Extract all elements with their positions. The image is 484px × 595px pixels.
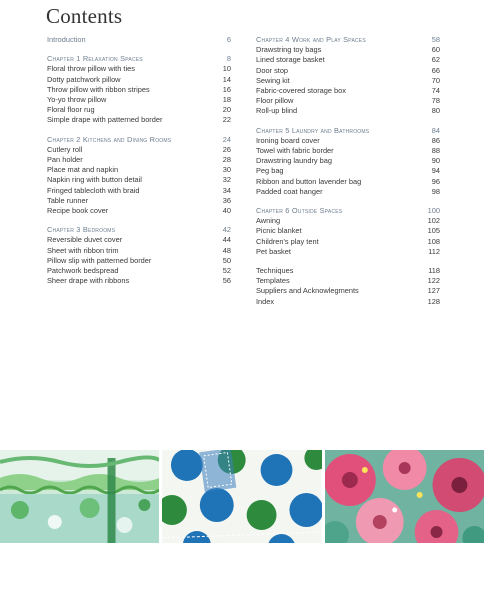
toc-entry [256, 66, 440, 76]
toc-entry-title: Yo-yo throw pillow [47, 95, 107, 105]
toc-entry [256, 286, 440, 296]
toc-entry-title: Recipe book cover [47, 206, 109, 216]
toc-entry-page-number: 18 [222, 95, 231, 105]
toc-section [47, 135, 231, 217]
toc-entry [47, 85, 231, 95]
toc-entry-page-number: 28 [222, 155, 231, 165]
toc-entry-title: Ribbon and button lavender bag [256, 176, 362, 186]
photo-green-floral-fabric [0, 450, 159, 543]
toc-entry-title: Picnic blanket [256, 226, 302, 236]
toc-entry-page-number: 24 [222, 134, 231, 144]
toc-entry-page-number: 70 [431, 75, 440, 85]
toc-section [47, 225, 231, 286]
toc-section [256, 35, 440, 117]
toc-section [256, 266, 440, 307]
toc-entry-page-number: 100 [427, 206, 440, 216]
toc-entry [256, 166, 440, 176]
toc-entry [47, 175, 231, 185]
toc-entry-page-number: 34 [222, 185, 231, 195]
toc-entry [256, 266, 440, 276]
toc-entry-title: Sheet with ribbon trim [47, 245, 119, 255]
toc-entry-title: Floor pillow [256, 96, 294, 106]
toc-entry [47, 75, 231, 85]
toc-entry-title: Awning [256, 216, 281, 226]
toc-entry-title: Towel with fabric border [256, 146, 334, 156]
toc-entry-title: Chapter 1 Relaxation Spaces [47, 54, 143, 64]
photo-floral-yoyos [325, 450, 484, 543]
toc-entry-page-number: 6 [226, 35, 231, 44]
toc-entry [256, 177, 440, 187]
toc-chapter-heading [256, 35, 440, 45]
toc-entry-page-number: 105 [427, 226, 440, 236]
toc-section [47, 35, 231, 45]
toc-entry-title: Chapter 2 Kitchens and Dining Rooms [47, 134, 172, 144]
toc-entry-title: Chapter 3 Bedrooms [47, 225, 116, 235]
toc-entry-page-number: 30 [222, 165, 231, 175]
toc-entry-title: Roll-up blind [256, 106, 298, 116]
toc-entry-page-number: 48 [222, 245, 231, 255]
toc-entry [47, 235, 231, 245]
toc-entry [256, 237, 440, 247]
toc-entry-page-number: 86 [431, 135, 440, 145]
toc-entry-page-number: 118 [428, 266, 440, 276]
toc-entry [47, 165, 231, 175]
toc-chapter-heading [256, 206, 440, 216]
toc-entry [47, 256, 231, 266]
toc-chapter-heading [47, 135, 231, 145]
toc-entry-page-number: 78 [431, 96, 440, 106]
toc-chapter-heading [47, 225, 231, 235]
toc-entry-title: Pan holder [47, 155, 83, 165]
toc-entry-page-number: 8 [226, 54, 231, 64]
toc-entry-title: Index [256, 296, 275, 306]
toc-entry-title: Techniques [256, 266, 294, 276]
toc-entry-page-number: 88 [431, 146, 440, 156]
toc-entry-title: Simple drape with patterned border [47, 115, 163, 125]
toc-entry-page-number: 94 [431, 166, 440, 176]
toc-entry-page-number: 128 [427, 296, 440, 306]
toc-entry-page-number: 90 [431, 156, 440, 166]
toc-entry-title: Fabric-covered storage box [256, 86, 346, 96]
toc-entry [256, 226, 440, 236]
toc-entry-page-number: 40 [222, 206, 231, 216]
toc-entry-page-number: 50 [222, 255, 231, 265]
toc-section [256, 206, 440, 257]
page-title: Contents [46, 4, 123, 28]
toc-entry-page-number: 127 [427, 286, 440, 296]
toc-entry [47, 115, 231, 125]
toc-entry [47, 196, 231, 206]
toc-entry-title: Drawstring laundry bag [256, 156, 332, 166]
toc-entry [47, 266, 231, 276]
toc-entry [256, 86, 440, 96]
toc-entry-title: Door stop [256, 65, 289, 75]
toc-entry-page-number: 22 [222, 115, 231, 125]
photo-strip [0, 450, 484, 543]
toc-entry-title: Drawstring toy bags [256, 45, 322, 55]
toc-entry [256, 146, 440, 156]
toc-entry [47, 64, 231, 74]
toc-section [47, 54, 231, 125]
toc-entry-page-number: 108 [427, 236, 440, 246]
toc-entry-title: Place mat and napkin [47, 165, 119, 175]
toc-entry [47, 206, 231, 216]
toc-entry [256, 297, 440, 307]
toc-entry-title: Sheer drape with ribbons [47, 276, 130, 286]
toc-left-column [47, 35, 231, 295]
toc-entry-title: Floral floor rug [47, 105, 95, 115]
toc-entry-page-number: 16 [222, 84, 231, 94]
toc-entry [256, 216, 440, 226]
toc-entry [256, 96, 440, 106]
toc-entry-page-number: 52 [222, 266, 231, 276]
toc-entry [47, 246, 231, 256]
toc-entry-title: Suppliers and Acknowlegments [256, 286, 359, 296]
toc-entry-title: Lined storage basket [256, 55, 325, 65]
toc-entry-page-number: 66 [431, 65, 440, 75]
toc-entry-page-number: 10 [222, 64, 231, 74]
toc-entry-title: Templates [256, 276, 290, 286]
toc-entry [256, 76, 440, 86]
toc-entry [47, 95, 231, 105]
toc-entry [47, 276, 231, 286]
toc-entry [256, 45, 440, 55]
toc-entry-page-number: 44 [222, 235, 231, 245]
toc-entry-page-number: 36 [222, 195, 231, 205]
toc-entry-title: Pillow slip with patterned border [47, 255, 152, 265]
toc-entry [256, 106, 440, 116]
toc-entry-page-number: 112 [428, 246, 440, 256]
toc-entry [47, 145, 231, 155]
toc-entry-title: Introduction [47, 35, 86, 44]
toc-entry-title: Dotty patchwork pillow [47, 74, 121, 84]
toc-entry-page-number: 60 [431, 45, 440, 55]
toc-entry [47, 155, 231, 165]
toc-entry-title: Fringed tablecloth with braid [47, 185, 140, 195]
toc-entry-page-number: 62 [431, 55, 440, 65]
toc-entry-page-number: 32 [222, 175, 231, 185]
toc-entry-page-number: 98 [431, 186, 440, 196]
toc-entry-title: Floral throw pillow with ties [47, 64, 135, 74]
toc-entry-title: Ironing board cover [256, 135, 320, 145]
toc-chapter-heading [47, 54, 231, 64]
toc-entry-page-number: 26 [222, 144, 231, 154]
toc-entry-title: Padded coat hanger [256, 186, 323, 196]
toc-entry-page-number: 58 [431, 35, 440, 44]
toc-entry [256, 187, 440, 197]
toc-entry-page-number: 122 [427, 276, 440, 286]
toc-entry-title: Cutlery roll [47, 144, 83, 154]
toc-entry-title: Reversible duvet cover [47, 235, 123, 245]
toc-entry-page-number: 42 [222, 225, 231, 235]
toc-entry-page-number: 56 [222, 276, 231, 286]
toc-entry [47, 105, 231, 115]
toc-entry [47, 186, 231, 196]
toc-entry-title: Peg bag [256, 166, 284, 176]
toc-entry-page-number: 20 [222, 105, 231, 115]
toc-chapter-heading [47, 35, 231, 45]
toc-entry-page-number: 80 [431, 106, 440, 116]
toc-entry-page-number: 102 [427, 216, 440, 226]
toc-entry-page-number: 74 [431, 86, 440, 96]
toc-entry-title: Throw pillow with ribbon stripes [47, 84, 150, 94]
toc-entry-title: Children's play tent [256, 236, 319, 246]
toc-entry [256, 156, 440, 166]
toc-entry-title: Napkin ring with button detail [47, 175, 142, 185]
toc-entry-title: Chapter 5 Laundry and Bathrooms [256, 125, 370, 135]
toc-entry-page-number: 84 [431, 125, 440, 135]
toc-chapter-heading [256, 126, 440, 136]
toc-entry-title: Sewing kit [256, 75, 290, 85]
toc-right-column [256, 35, 440, 316]
toc-entry-title: Chapter 4 Work and Play Spaces [256, 35, 366, 44]
toc-entry-title: Chapter 6 Outside Spaces [256, 206, 343, 216]
toc-entry [256, 276, 440, 286]
toc-entry-title: Table runner [47, 195, 89, 205]
photo-polka-dot-fabric [162, 450, 321, 543]
toc-section [256, 126, 440, 197]
toc-entry [256, 136, 440, 146]
toc-entry [256, 55, 440, 65]
toc-entry-page-number: 14 [222, 74, 231, 84]
toc-entry-page-number: 96 [431, 176, 440, 186]
toc-entry [256, 247, 440, 257]
toc-entry-title: Pet basket [256, 246, 291, 256]
toc-entry-title: Patchwork bedspread [47, 266, 119, 276]
